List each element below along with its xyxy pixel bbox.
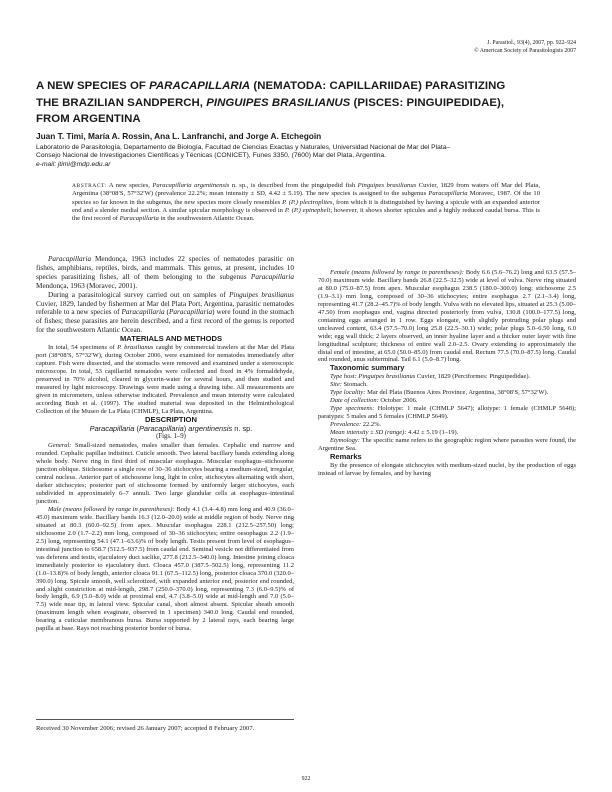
field-label: Type locality: [330, 389, 366, 397]
section-label: General: [48, 442, 72, 450]
abstract-text: , from which it is distinguished by having a spicule with an expanded anterior end and a slender medial section. A similar spicular morphology is observed in [72, 198, 540, 214]
type-host [318, 373, 576, 381]
type-locality [318, 389, 576, 397]
body-text: ( [134, 423, 139, 433]
intro-paragraph [36, 255, 294, 291]
general-paragraph [36, 442, 294, 506]
body-text: Body 4.1 (3.4–4.8) mm long and 40.9 (36.0–45.0) maximum wide. Bacillary bands 16.3 (12.0–20.0) wide at middle region of body. Nerve ring situated at 80.3 (60.0–92.5) from apex. Muscular esophagus 228.1 (212.5–257.50) long; stichosome 2.0 (1.7–2.2) mm long, composed of 30–36 stichocytes; entire oesophagus 2.2 (1.9–2.5) long, representing 54.1 (47.1–63.6)% of body length. Testis present from level of esophagus–intestinal junction to 658.7 (512.5–937.5) from caudal end. Seminal vesicle not differentiated from vas deferens and testis, ejaculatory duct saclike, 277.8 (212.5–340.0) long. Intestine joining cloaca immediately posterior to ejaculatory duct. Cloaca 457.0 (387.5–502.5) long, representing 11.2 (1.0–13.8)% of body length, anterior cloaca 91.1 (67.5–112.5) long, posterior cloaca 370.0 (320.0–390.0) long. Spicule smooth, well sclerotized, with expanded anterior end, posterior end rounded, and slight constriction at mid-length, 298.7 (250.0–370.0) long, representing 7.3 (6.0–9.5)% of body length, 6.9 (5.0–8.0) wide at proximal end, 4.7 (3.8–5.0) wide at mid-length and 7.0 (5.0–7.5) wide near tip, in lateral view. Spicular canal, short almost absent. Spicular sheath smooth (maximum length when evaginate, observed in 1 specimen) 340.0 long. Caudal end rounded, bearing a cuticular membranous bursa. Bursa supported by 2 lateral rays, each bearing large papilla at base. Rays not reaching posterior border of bursa. [36, 505, 294, 633]
body-text: The specific name refers to the geographic region where parasites were found, the Argentine Sea. [318, 436, 576, 452]
body-text: Holotype: 1 male (CHMLP 5647); allotype: 1 female (CHMLP 5648); paratypes: 5 males and 5 females (CHMLP 5649). [318, 405, 576, 421]
page [36, 40, 576, 780]
genus-name: Paracapillaria [89, 423, 135, 433]
figure-reference: (Figs. 1–9) [156, 433, 186, 441]
body-text: In total, 54 specimens of [48, 344, 118, 352]
genus-name: Paracapillaria [138, 423, 184, 433]
species-heading [36, 425, 294, 434]
abstract-species: Paracapillaria [428, 190, 468, 198]
field-label: Type host: [330, 373, 357, 381]
species-name: P. brasilianus [117, 344, 154, 352]
journal-header [474, 40, 576, 55]
abstract-species: Paracapillaria [119, 215, 159, 223]
taxonomy-heading: Taxonomic summary [330, 363, 405, 373]
title-text: THE BRAZILIAN SANDPERCH, [36, 96, 207, 109]
body-text: ) were found in the stomach of fishes; these parasites are herein described, and a first record of the genus is reported for the southwestern Atlantic Ocean. [36, 308, 294, 335]
title-text: FROM ARGENTINA [36, 113, 141, 125]
species-name: Pinguipes brasilianus [229, 290, 294, 299]
abstract-species: P. (P.) plectroplites [282, 198, 333, 206]
body-text: n. sp. [232, 423, 253, 433]
body-text: ( [164, 308, 169, 317]
abstract-text: Moravec, 1987. Of the 10 species so far known in the subgenus, the new species more closely resembles [72, 190, 541, 206]
body-text: Mendonça, 1963 (Moravec, 2001). [36, 281, 138, 290]
abstract [72, 182, 540, 223]
abstract-label: ABSTRACT: [72, 183, 107, 189]
title-text: (PISCES: PINGUIPEDIDAE), [350, 96, 505, 109]
methods-heading: MATERIALS AND METHODS [119, 334, 223, 344]
email-label: e-mail: [36, 160, 57, 168]
body-text: During a parasitological survey carried out on samples of [48, 290, 230, 299]
affiliation [36, 144, 576, 169]
title-text: A NEW SPECIES OF [36, 80, 150, 92]
section-label: Male (means followed by range in parentheses): [48, 505, 175, 513]
body-text: Stomach. [341, 381, 368, 389]
received-footnote: Received 30 November 2006; revised 26 January 2007; accepted 8 February 2007. [36, 719, 294, 733]
title-host: PINGUIPES BRASILIANUS [206, 96, 351, 109]
body-text: Small-sized nematodes, males smaller than females. Cephalic end narrow and rounded. Cephalic papillae indistinct. Cuticle smooth. Two lateral bacillary bands extending along whole body. Nerve ring in first third of muscular esophagus. Muscular esophagus–stichosome junction oblique. Stichosome a single row of 30–36 stichocytes bearing a medium-sized, irregular, central nucleus. Anterior part of stichosome long, light in color, stichocytes alternating with short, darker stichocytes; posterior part of stichosome formed by uniformly larger stichocytes, each subdivided in approximately 6–7 annuli. Two large glandular cells at esophagus–intestinal junction. [36, 442, 294, 506]
genus-name: Paracapillaria [48, 255, 92, 263]
methods-paragraph [36, 344, 294, 416]
female-paragraph [318, 269, 576, 364]
mean-intensity [318, 429, 576, 437]
article-title [36, 78, 576, 128]
body-text: Mendonça, 1963 includes 22 species of nematodes parasitic on fishes, amphibians, reptiles, birds, and mammals. This genus, at present, includes 10 species parasitizing fishes, all of them belonging to the subgenus [36, 255, 294, 281]
collection-date [318, 397, 576, 405]
affiliation-line: Laboratorio de Parasitología, Departamento de Biología, Facultad de Ciencias Exactas y Naturales, Universidad Nacional de Mar del Plata– [36, 144, 451, 151]
body-text: Mar del Plata (Buenos Aires Province, Argentina, 38°08′S, 57°32′W). [365, 389, 549, 397]
abstract-text: n. sp., is described from the pinguipedid fish [229, 182, 358, 189]
author-list: Juan T. Timi, María A. Rossin, Ana L. Lanfranchi, and Jorge A. Etchegoin [36, 131, 322, 141]
field-label: Site: [330, 381, 342, 389]
affiliation-line: Consejo Nacional de Investigaciones Científicas y Técnicas (CONICET), Funes 3350, (7600) Mar del Plata, Argentina. [36, 152, 387, 160]
field-label: Etymology: [330, 436, 360, 444]
site [318, 381, 576, 389]
body-text: caught by commercial trawlers at the Mar del Plata port (38°08′S, 57°32′W), during October 2006, were examined for nematodes immediately after capture. Fish were dissected, and the stomachs were removed and examined under a stereoscopic microscope. In total, 53 capillariid nematodes were collected and fixed in 4% formaldehyde, preserved in 70% alcohol, cleared in glycerin-water for several hours, and then studied and measured by light microscopy. Drawings were made using a drawing tube. All measurements are given in micrometers, unless otherwise indicated. Prevalence and mean intensity were calculated according Bush et al. (1997). The studied material was deposited in the Helminthological Collection of the Museo de La Plata (CHMLP), La Plata, Argentina. [36, 344, 294, 415]
abstract-species: Paracapillaria argentinensis [152, 182, 230, 189]
abstract-species: P. (P.) epinepheli [284, 206, 331, 214]
abstract-text: A new species, [106, 182, 153, 189]
body-text: ) [183, 423, 189, 433]
body-text: Cuvier, 1829 (Perciformes: Pinguipedidae). [415, 373, 531, 381]
page-number: 922 [301, 776, 311, 782]
abstract-species: Pinguipes brasilianus [357, 182, 417, 189]
type-specimens [318, 405, 576, 421]
intro-paragraph [36, 291, 294, 336]
species-name: Pinguipes brasilianus [356, 373, 416, 381]
email-link[interactable]: jtimi@mdp.edu.ar [56, 160, 111, 168]
section-label: Female (means followed by range in parentheses): [330, 269, 464, 276]
left-column [36, 255, 294, 713]
title-text: (NEMATODA: CAPILLARIIDAE) PARASITIZING [250, 80, 506, 92]
body-text: October 2006. [378, 397, 418, 405]
field-label: Type specimens: [330, 405, 375, 413]
genus-name: Paracapillaria [250, 272, 294, 281]
remarks-paragraph: By the presence of elongate stichocytes with medium-sized nuclei, by the production of eggs instead of larvae by females, and by having [318, 461, 576, 477]
species-name: argentinensis [188, 423, 233, 433]
genus-name: Paracapillaria [168, 308, 213, 317]
journal-copyright: © American Society of Parasitologists 2007 [474, 47, 576, 54]
abstract-text: ; however, it shows shorter spicules and a highly reduced caudal bursa. This is the first record of [72, 206, 540, 223]
male-paragraph [36, 506, 294, 633]
field-label: Date of collection: [330, 397, 379, 405]
body-text: 22.2%. [361, 421, 382, 429]
abstract-text: Cuvier, 1829 from waters off Mar del Plata, Argentina (38°08′S, 57°32′W) (prevalence 22.2%; mean intensity ± SD, 4.42 ± 5.19). The new species is assigned to the subgenus [72, 182, 540, 198]
right-column [318, 269, 576, 766]
title-genus: PARACAPILLARIA [149, 80, 251, 92]
field-label: Mean intensity ± SD (range): [330, 429, 407, 437]
journal-citation: J. Parasitol., 93(4), 2007, pp. 922–924 [487, 40, 576, 46]
etymology [318, 437, 576, 453]
abstract-text: in the southwestern Atlantic Ocean. [158, 215, 255, 223]
body-text: Body 6.6 (5.6–76.2) long and 63.5 (57.5–70.0) maximum wide. Bacillary bands 26.8 (22.5–32.5) wide at level of vulva. Nerve ring situated at 80.0 (75.0–87.5) from apex. Muscular esophagus 238.5 (180.0–300.0) long; stichosome 2.5 (1.9–3.1) mm long, composed of 30–36 stichocytes; entire esophagus 2.7 (2.1–3.4) long, representing 41.7 (28.2–45.7)% of body length. Vulva with no elevated lips, situated at 25.3 (5.00–47.50) from esophagus end, vagina directed posteriorly from vulva, 130.8 (100.0–177.5) long, containing eggs arranged in 1 row. Eggs elongate, with slightly protruding polar plugs and uncleaved content, 63.4 (57.5–70.0) long 25.8 (22.5–30.1) wide; polar plugs 5.0–6.50 long, 6.0 wide; egg wall thick; 2 layers observed, an inner hyaline layer and a thicker outer layer with fine longitudinal sculpture; thickness of entire wall 2.0–2.5. Ovary extending to approximately the distal end of intestine, at 65.0 (50.0–85.0) from caudal end. Rectum 77.5 (70.0–87.5) long. Caudal end rounded, anus subterminal. Tail 6.1 (5.0–8.7) long. [318, 269, 576, 364]
remarks-heading: Remarks [330, 451, 362, 461]
field-label: Prevalence: [330, 421, 362, 429]
prevalence [318, 421, 576, 429]
genus-name: Paracapillaria [121, 308, 165, 317]
body-text: 4.42 ± 5.19 (1–19). [406, 429, 459, 437]
body-text: Cuvier, 1829, landed by fishermen at Mar del Plata Port, Argentina, parasitic nematodes referable to a new species of [36, 299, 294, 317]
description-heading: DESCRIPTION [145, 414, 197, 424]
